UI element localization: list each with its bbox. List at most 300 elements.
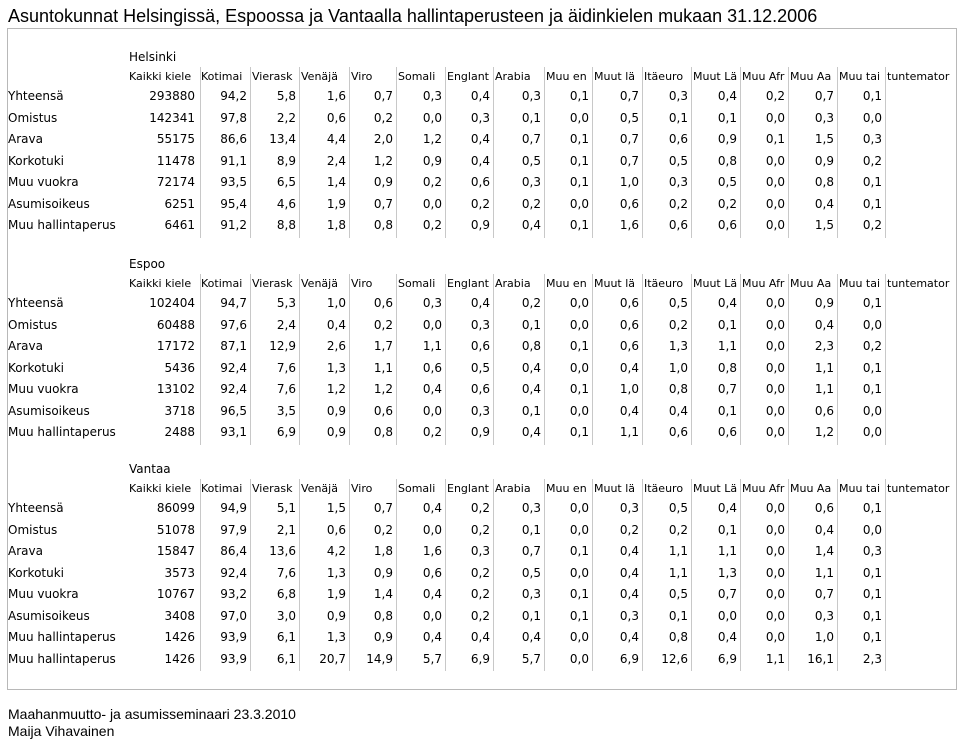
table-cell: 91,2 [220,218,247,232]
table-cell: 0,1 [717,317,737,332]
table-cell: 0,0 [422,317,442,332]
table-cell: 2488 [164,425,195,439]
column-header: Somali [398,70,436,83]
table-cell: 0,7 [717,587,737,601]
table-cell: 1,1 [814,565,834,580]
table-cell: 0,4 [619,630,639,644]
table-cell: 0,1 [569,132,589,146]
table-cell: 0,3 [862,544,882,558]
table-cell: 1426 [164,651,195,666]
table-cell: 13,4 [269,132,296,146]
table-cell: 0,2 [470,587,490,601]
column-header: Viro [351,482,373,495]
table-cell: 1,4 [373,587,393,601]
table-cell: 97,0 [220,608,247,623]
row-label: Arava [8,339,43,353]
column-header: Kaikki kiele [129,277,192,290]
page-title: Asuntokunnat Helsingissä, Espoossa ja Vantaalla hallintaperusteen ja äidinkielen mukaan 31.12.2006 [8,6,818,26]
table-cell: 0,8 [668,630,688,644]
table-cell: 95,4 [220,196,247,211]
table-cell: 0,1 [862,175,882,189]
table-cell: 10767 [156,587,195,601]
table-cell: 0,1 [862,296,882,310]
table-cell: 0,4 [422,382,442,396]
table-cell: 0,6 [668,132,688,146]
table-cell: 0,4 [619,403,639,418]
table-cell: 0,0 [765,153,785,168]
table-cell: 1,6 [326,89,346,103]
table-cell: 0,1 [668,608,688,623]
column-header: Itäeuro [644,277,684,290]
row-label: Yhteensä [8,296,64,310]
row-label: Muu hallintaperus [8,425,116,439]
table-cell: 0,0 [862,425,882,439]
table-cell: 93,5 [220,175,247,189]
table-cell: 0,4 [619,360,639,375]
table-cell: 4,4 [326,132,346,146]
table-cell: 0,7 [619,132,639,146]
column-header: Kotimai [201,277,243,290]
table-cell: 12,6 [661,651,688,666]
table-cell: 1,2 [814,425,834,439]
table-cell: 1,1 [373,360,393,375]
table-cell: 0,0 [569,522,589,537]
table-cell: 6,5 [276,175,296,189]
table-cell: 0,9 [814,153,834,168]
table-cell: 97,9 [220,522,247,537]
table-cell: 0,4 [521,630,541,644]
table-cell: 1,2 [373,382,393,396]
table-cell: 51078 [156,522,195,537]
table-cell: 5,3 [276,296,296,310]
row-label: Omistus [8,317,58,332]
table-cell: 0,5 [521,153,541,168]
column-header: Englant [447,482,489,495]
column-header: Muu Aa [790,482,832,495]
section-title-espoo: Espoo [129,257,166,271]
table-cell: 0,4 [326,317,346,332]
row-label: Muu hallintaperus [8,218,116,232]
column-header: tuntemator [887,277,950,290]
table-cell: 293880 [149,89,195,103]
table-cell: 0,7 [521,132,541,146]
table-cell: 0,1 [862,196,882,211]
table-cell: 12,9 [269,339,296,353]
table-cell: 1,4 [326,175,346,189]
table-cell: 0,0 [765,175,785,189]
table-cell: 0,0 [765,501,785,515]
table-cell: 0,3 [668,175,688,189]
table-cell: 0,1 [862,630,882,644]
table-cell: 0,8 [373,425,393,439]
table-cell: 93,9 [220,630,247,644]
table-cell: 0,1 [521,110,541,125]
table-cell: 0,0 [862,522,882,537]
table-cell: 1,1 [717,339,737,353]
column-header: Kaikki kiele [129,70,192,83]
table-cell: 1,1 [668,544,688,558]
table-cell: 0,0 [765,110,785,125]
column-header: Kaikki kiele [129,482,192,495]
table-cell: 86099 [156,501,195,515]
table-cell: 0,7 [373,196,393,211]
table-cell: 13102 [156,382,195,396]
table-cell: 1,1 [668,565,688,580]
table-cell: 0,1 [862,89,882,103]
table-cell: 20,7 [319,651,346,666]
table-cell: 0,4 [470,153,490,168]
table-cell: 0,4 [521,360,541,375]
table-cell: 0,9 [470,425,490,439]
table-cell: 0,0 [422,110,442,125]
footer-author: Maija Vihavainen [8,723,115,739]
column-divider [885,479,886,671]
table-cell: 0,7 [373,501,393,515]
table-cell: 0,6 [373,403,393,418]
table-cell: 6,9 [619,651,639,666]
table-cell: 0,0 [765,425,785,439]
table-cell: 0,9 [814,296,834,310]
table-cell: 1,0 [619,382,639,396]
table-cell: 16,1 [807,651,834,666]
table-cell: 92,4 [220,360,247,375]
table-cell: 14,9 [366,651,393,666]
table-cell: 0,3 [862,132,882,146]
table-cell: 0,0 [569,630,589,644]
table-cell: 0,0 [765,317,785,332]
table-cell: 1,3 [326,630,346,644]
table-cell: 0,6 [326,110,346,125]
column-header: Muut lä [594,482,636,495]
table-cell: 0,3 [470,544,490,558]
column-header: Muu Afr [742,70,785,83]
table-cell: 1,0 [814,630,834,644]
column-header: Muu tai [839,482,881,495]
table-cell: 0,1 [521,608,541,623]
column-header: Viro [351,277,373,290]
table-cell: 0,4 [521,218,541,232]
table-cell: 87,1 [220,339,247,353]
table-cell: 1,4 [814,544,834,558]
table-cell: 0,1 [765,132,785,146]
table-cell: 0,1 [717,110,737,125]
table-cell: 0,1 [569,587,589,601]
column-header: Somali [398,277,436,290]
table-cell: 0,6 [470,382,490,396]
table-cell: 1,8 [326,218,346,232]
table-cell: 3408 [164,608,195,623]
table-cell: 0,5 [668,587,688,601]
table-cell: 92,4 [220,382,247,396]
row-label: Yhteensä [8,89,64,103]
column-header: Englant [447,70,489,83]
table-cell: 102404 [149,296,195,310]
table-cell: 0,4 [668,403,688,418]
table-cell: 0,5 [668,501,688,515]
table-cell: 2,1 [276,522,296,537]
table-cell: 1,2 [326,382,346,396]
table-cell: 0,0 [569,501,589,515]
table-cell: 2,2 [276,110,296,125]
table-cell: 0,5 [668,296,688,310]
table-cell: 0,5 [717,175,737,189]
table-cell: 0,2 [373,110,393,125]
table-cell: 0,0 [569,360,589,375]
table-cell: 0,3 [619,608,639,623]
table-cell: 0,1 [569,608,589,623]
table-cell: 1,6 [619,218,639,232]
column-header: Arabia [495,277,531,290]
row-label: Muu hallintaperus [8,630,116,644]
table-cell: 0,0 [569,565,589,580]
table-cell: 0,2 [470,196,490,211]
table-cell: 0,0 [569,403,589,418]
table-cell: 0,6 [717,218,737,232]
column-header: Vierask [252,70,293,83]
row-label: Arava [8,544,43,558]
table-cell: 0,6 [814,403,834,418]
table-cell: 0,2 [422,425,442,439]
table-cell: 94,2 [220,89,247,103]
table-cell: 1426 [164,630,195,644]
table-cell: 0,5 [668,153,688,168]
table-cell: 0,8 [373,608,393,623]
table-cell: 0,0 [765,196,785,211]
table-cell: 0,7 [521,544,541,558]
table-cell: 0,7 [717,382,737,396]
table-cell: 0,6 [619,296,639,310]
table-cell: 0,7 [814,89,834,103]
table-cell: 3718 [164,403,195,418]
table-cell: 0,0 [717,608,737,623]
table-cell: 60488 [156,317,195,332]
table-cell: 0,2 [668,317,688,332]
table-cell: 15847 [156,544,195,558]
table-cell: 3,5 [276,403,296,418]
column-header: Englant [447,277,489,290]
table-cell: 0,2 [373,522,393,537]
table-cell: 0,5 [619,110,639,125]
table-cell: 0,2 [717,196,737,211]
table-cell: 0,2 [668,196,688,211]
table-cell: 0,1 [569,153,589,168]
table-cell: 0,0 [765,403,785,418]
table-cell: 0,3 [470,110,490,125]
table-cell: 0,0 [765,339,785,353]
table-cell: 1,0 [619,175,639,189]
table-cell: 0,6 [814,501,834,515]
row-label: Arava [8,132,43,146]
table-cell: 4,2 [326,544,346,558]
table-cell: 6461 [164,218,195,232]
column-header: Muu tai [839,277,881,290]
table-cell: 0,9 [373,630,393,644]
table-cell: 0,1 [521,317,541,332]
table-cell: 0,6 [717,425,737,439]
table-cell: 0,7 [373,89,393,103]
table-cell: 0,2 [422,218,442,232]
table-cell: 0,8 [814,175,834,189]
table-cell: 0,5 [470,360,490,375]
table-cell: 0,3 [814,608,834,623]
table-cell: 6,9 [470,651,490,666]
table-cell: 2,3 [814,339,834,353]
table-cell: 86,6 [220,132,247,146]
table-cell: 13,6 [269,544,296,558]
table-cell: 1,1 [765,651,785,666]
table-cell: 96,5 [220,403,247,418]
table-cell: 3573 [164,565,195,580]
table-cell: 0,1 [569,544,589,558]
table-cell: 91,1 [220,153,247,168]
table-cell: 0,4 [470,132,490,146]
column-header: Kotimai [201,482,243,495]
table-cell: 0,1 [569,382,589,396]
table-cell: 1,1 [814,360,834,375]
table-cell: 0,4 [619,544,639,558]
table-cell: 0,6 [619,339,639,353]
column-divider [885,67,886,238]
table-cell: 1,3 [326,360,346,375]
table-cell: 1,5 [814,132,834,146]
table-cell: 0,0 [569,110,589,125]
table-cell: 0,3 [521,501,541,515]
table-cell: 5,1 [276,501,296,515]
table-cell: 17172 [156,339,195,353]
table-cell: 0,0 [765,522,785,537]
row-label: Omistus [8,110,58,125]
table-cell: 7,6 [276,360,296,375]
table-cell: 0,8 [668,382,688,396]
column-divider [885,274,886,445]
table-cell: 0,1 [862,360,882,375]
table-cell: 0,3 [521,89,541,103]
table-cell: 0,1 [569,175,589,189]
table-cell: 0,0 [765,565,785,580]
table-cell: 0,4 [619,565,639,580]
table-cell: 0,6 [470,339,490,353]
table-cell: 0,4 [422,630,442,644]
table-cell: 0,1 [862,501,882,515]
table-cell: 0,3 [422,296,442,310]
table-cell: 0,9 [470,218,490,232]
table-cell: 0,3 [668,89,688,103]
table-cell: 0,2 [862,218,882,232]
column-header: Kotimai [201,70,243,83]
table-cell: 0,2 [470,522,490,537]
column-header: Muut Lä [693,70,738,83]
table-cell: 0,1 [862,565,882,580]
table-cell: 0,1 [862,382,882,396]
column-header: Muut lä [594,277,636,290]
table-cell: 0,4 [470,630,490,644]
table-cell: 0,6 [668,218,688,232]
table-cell: 1,9 [326,587,346,601]
column-header: Venäjä [301,70,338,83]
table-cell: 0,4 [814,317,834,332]
table-cell: 0,9 [373,565,393,580]
table-cell: 1,0 [326,296,346,310]
table-cell: 1,7 [373,339,393,353]
table-cell: 0,4 [422,501,442,515]
column-header: Vierask [252,482,293,495]
table-cell: 0,4 [814,196,834,211]
table-cell: 0,0 [765,360,785,375]
table-cell: 0,1 [569,89,589,103]
column-header: Viro [351,70,373,83]
column-header: Arabia [495,482,531,495]
table-cell: 0,2 [521,196,541,211]
table-cell: 0,6 [326,522,346,537]
table-cell: 0,3 [521,587,541,601]
table-cell: 7,6 [276,382,296,396]
table-cell: 1,6 [422,544,442,558]
table-cell: 93,9 [220,651,247,666]
table-cell: 5,7 [422,651,442,666]
table-cell: 8,9 [276,153,296,168]
table-cell: 0,0 [765,218,785,232]
table-cell: 0,1 [862,608,882,623]
table-cell: 1,5 [814,218,834,232]
table-cell: 1,9 [326,196,346,211]
table-cell: 0,1 [521,522,541,537]
table-cell: 0,0 [569,196,589,211]
table-cell: 0,6 [422,360,442,375]
table-cell: 7,6 [276,565,296,580]
table-cell: 0,2 [862,339,882,353]
table-cell: 0,2 [470,501,490,515]
table-cell: 97,6 [220,317,247,332]
table-cell: 0,0 [765,296,785,310]
table-cell: 0,2 [668,522,688,537]
table-cell: 94,9 [220,501,247,515]
table-cell: 0,0 [765,630,785,644]
table-cell: 0,7 [619,153,639,168]
table-cell: 11478 [156,153,195,168]
row-label: Asumisoikeus [8,608,90,623]
table-cell: 0,6 [470,175,490,189]
table-cell: 86,4 [220,544,247,558]
column-header: Muut Lä [693,482,738,495]
table-cell: 1,5 [326,501,346,515]
row-label: Yhteensä [8,501,64,515]
table-cell: 0,1 [521,403,541,418]
column-header: Muu en [546,482,587,495]
table-cell: 0,6 [422,565,442,580]
table-cell: 0,3 [422,89,442,103]
table-cell: 0,6 [619,196,639,211]
table-cell: 0,0 [569,317,589,332]
section-title-helsinki: Helsinki [129,50,177,64]
table-cell: 0,7 [814,587,834,601]
table-cell: 0,4 [521,425,541,439]
table-cell: 0,2 [765,89,785,103]
table-cell: 2,3 [862,651,882,666]
table-cell: 6,9 [717,651,737,666]
table-cell: 0,0 [422,608,442,623]
table-cell: 2,4 [326,153,346,168]
table-cell: 2,6 [326,339,346,353]
table-cell: 0,6 [373,296,393,310]
column-header: tuntemator [887,70,950,83]
table-cell: 0,9 [717,132,737,146]
column-header: Muut Lä [693,277,738,290]
column-header: Muu Afr [742,277,785,290]
table-cell: 0,9 [326,425,346,439]
table-cell: 1,1 [422,339,442,353]
table-cell: 0,0 [862,110,882,125]
table-cell: 0,2 [422,175,442,189]
